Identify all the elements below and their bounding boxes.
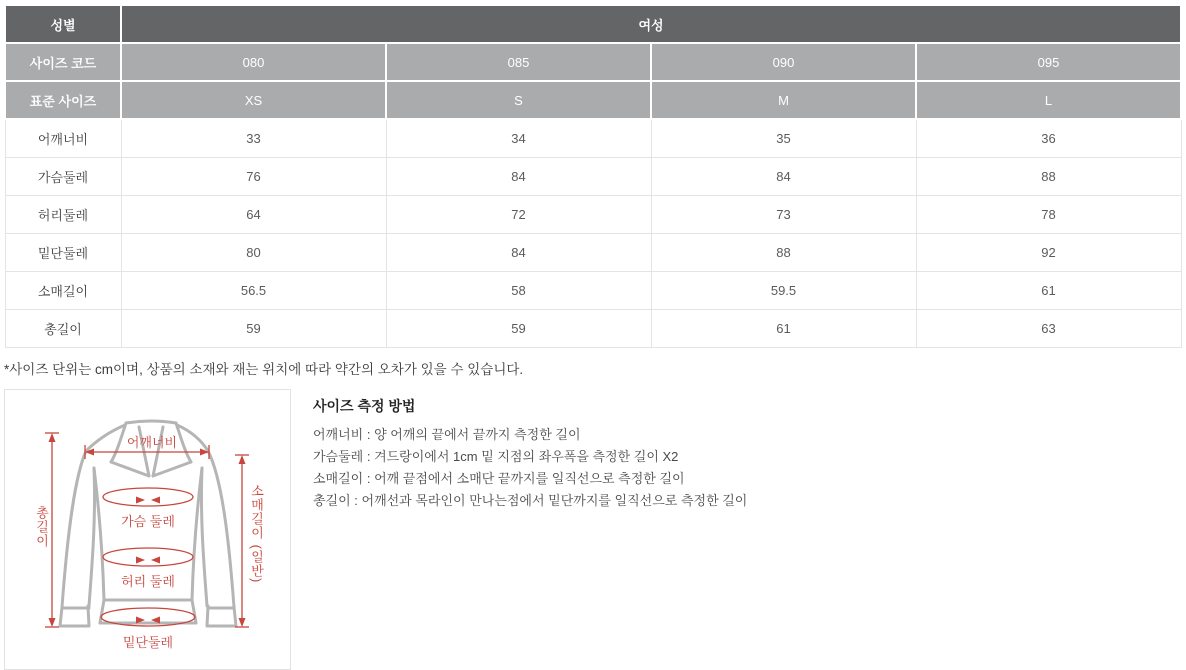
standard-size-value-cell: S <box>386 81 651 119</box>
measure-row-hem <box>5 233 1181 271</box>
chest-girth-ellipse <box>103 488 193 506</box>
measure-value-cell: 59.5 <box>651 271 916 309</box>
measure-value-cell: 61 <box>651 309 916 347</box>
garment-measurement-diagram <box>4 389 291 670</box>
size-code-value-cell: 090 <box>651 43 916 81</box>
hem-girth-label: 밑단둘레 <box>122 634 174 650</box>
standard-size-value-cell: L <box>916 81 1181 119</box>
size-spec-table <box>4 4 1182 348</box>
measurement-method-text <box>313 389 747 515</box>
measure-value-cell: 63 <box>916 309 1181 347</box>
measure-label-cell: 어깨너비 <box>5 119 121 157</box>
measure-value-cell: 59 <box>121 309 386 347</box>
standard-size-row <box>5 81 1181 119</box>
standard-size-label-cell: 표준 사이즈 <box>5 81 121 119</box>
sleeve-length-label: 소매길이 (일반) <box>249 483 264 583</box>
measure-value-cell: 88 <box>651 233 916 271</box>
measure-value-cell: 61 <box>916 271 1181 309</box>
guide-line: 소매길이 : 어깨 끝점에서 소매단 끝까지를 일직선으로 측정한 길이 <box>313 470 685 486</box>
measure-row-shoulder <box>5 119 1181 157</box>
measure-label-cell: 총길이 <box>5 309 121 347</box>
measure-label-cell: 소매길이 <box>5 271 121 309</box>
size-code-value-cell: 080 <box>121 43 386 81</box>
measure-label-cell: 가슴둘레 <box>5 157 121 195</box>
measure-value-cell: 76 <box>121 157 386 195</box>
total-length-label: 총길이 <box>34 505 49 548</box>
measure-value-cell: 35 <box>651 119 916 157</box>
measurement-guide-section <box>4 389 1182 670</box>
guide-title: 사이즈 측정 방법 <box>313 397 416 414</box>
measure-value-cell: 58 <box>386 271 651 309</box>
measure-value-cell: 73 <box>651 195 916 233</box>
measure-value-cell: 64 <box>121 195 386 233</box>
measure-row-sleeve <box>5 271 1181 309</box>
measure-row-total-length <box>5 309 1181 347</box>
measure-value-cell: 72 <box>386 195 651 233</box>
waist-girth-ellipse <box>103 548 193 566</box>
measure-row-chest <box>5 157 1181 195</box>
shoulder-width-label: 어깨너비 <box>126 434 178 450</box>
size-code-label-cell: 사이즈 코드 <box>5 43 121 81</box>
standard-size-value-cell: XS <box>121 81 386 119</box>
guide-line: 총길이 : 어깨선과 목라인이 만나는점에서 밑단까지를 일직선으로 측정한 길이 <box>313 492 748 508</box>
waist-girth-label: 허리 둘레 <box>121 573 175 589</box>
guide-line: 어깨너비 : 양 어깨의 끝에서 끝까지 측정한 길이 <box>313 426 581 442</box>
gender-value-cell: 여성 <box>121 5 1181 43</box>
measure-value-cell: 33 <box>121 119 386 157</box>
guide-line: 가슴둘레 : 겨드랑이에서 1cm 밑 지점의 좌우폭을 측정한 길이 X2 <box>313 448 679 464</box>
size-unit-note: *사이즈 단위는 cm이며, 상품의 소재와 재는 위치에 따라 약간의 오차가 있을 수 있습니다. <box>4 361 524 377</box>
chest-girth-label: 가슴 둘레 <box>121 513 175 529</box>
measure-value-cell: 92 <box>916 233 1181 271</box>
measure-value-cell: 84 <box>651 157 916 195</box>
measure-value-cell: 80 <box>121 233 386 271</box>
measure-value-cell: 59 <box>386 309 651 347</box>
size-code-value-cell: 095 <box>916 43 1181 81</box>
gender-label-cell: 성별 <box>5 5 121 43</box>
size-code-value-cell: 085 <box>386 43 651 81</box>
measure-value-cell: 88 <box>916 157 1181 195</box>
size-code-row <box>5 43 1181 81</box>
measure-label-cell: 밑단둘레 <box>5 233 121 271</box>
measure-value-cell: 34 <box>386 119 651 157</box>
measure-value-cell: 36 <box>916 119 1181 157</box>
gender-row <box>5 5 1181 43</box>
measure-value-cell: 84 <box>386 233 651 271</box>
measure-value-cell: 78 <box>916 195 1181 233</box>
measure-row-waist <box>5 195 1181 233</box>
standard-size-value-cell: M <box>651 81 916 119</box>
measure-label-cell: 허리둘레 <box>5 195 121 233</box>
measure-value-cell: 84 <box>386 157 651 195</box>
measure-value-cell: 56.5 <box>121 271 386 309</box>
